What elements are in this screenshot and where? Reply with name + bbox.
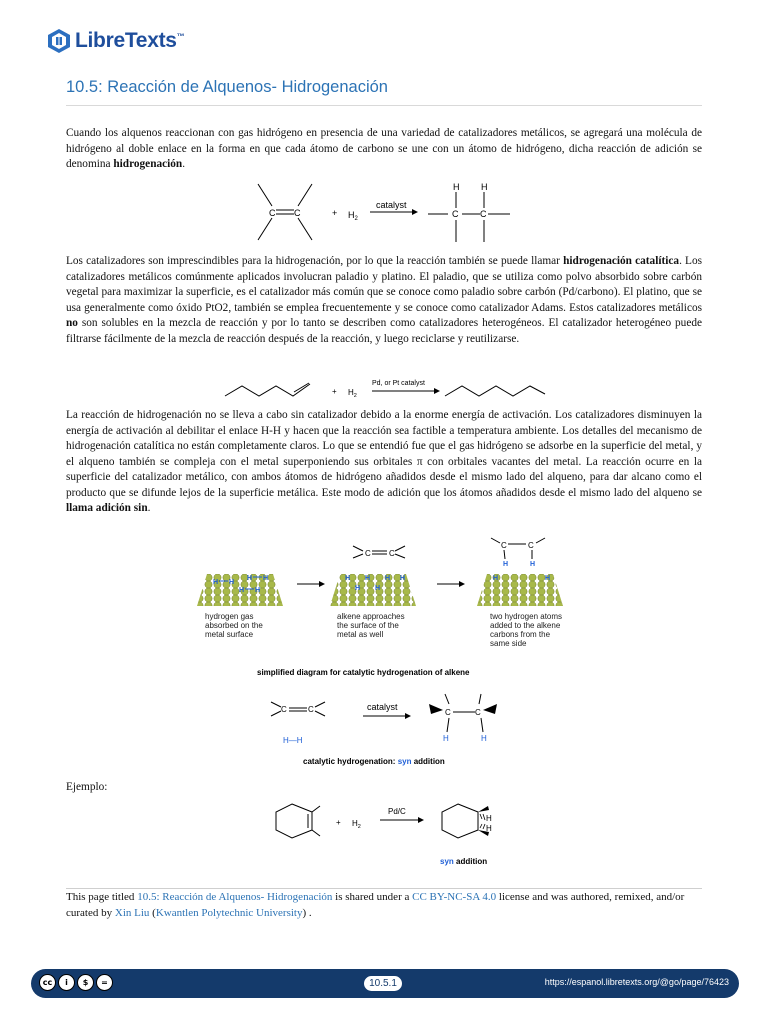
svg-text:H: H bbox=[453, 182, 460, 192]
svg-text:H—H: H—H bbox=[283, 736, 303, 745]
svg-text:H2: $H_2$ bbox=[348, 388, 357, 399]
cyclohexene-example-figure bbox=[270, 798, 510, 874]
logo-text: LibreTexts™ bbox=[75, 29, 185, 52]
svg-text:Pd/C: Pd/C bbox=[388, 807, 406, 816]
svg-text:H: H bbox=[400, 575, 406, 582]
paragraph-catalysts: Los catalizadores son imprescindibles para la hidrogenación, por lo que la reacción también se puede llamar hidrogenación catalítica. Los catalizadores metálicos comúnmente aplicados involucran paladio y platino. El paladio, que se utiliza como polvo absorbido sobre carbón vegetal para maximizar la superficie, es el catalizador más común que se conoce como paladio sobre carbón (Pd/carbono). El platino, que se usa generalmente como óxido PtO2, también se emplea frecuentemente y se conoce como catalizador Adams. Estos catalizadores metálicos no son solubles en la mezcla de reacción y por lo tanto se describen como catalizadores heterogéneos. El catalizador heterogéneo puede filtrarse fácilmente de la mezcla de reacción después de la reacción, y luego reciclarse y reutilizarse. bbox=[66, 255, 703, 345]
example-label: Ejemplo: bbox=[66, 781, 108, 793]
page-title-link[interactable]: 10.5: Reacción de Alquenos- Hidrogenación bbox=[137, 891, 333, 903]
svg-text:same side: same side bbox=[490, 639, 527, 648]
svg-text:H: H bbox=[247, 575, 253, 582]
syn-addition-figure bbox=[265, 690, 505, 770]
svg-text:H: H bbox=[486, 814, 492, 823]
license-attribution: This page titled 10.5: Reacción de Alquenos- Hidrogenación is shared under a CC BY-NC-SA 4.0 license and was authored, remixed, and/or curated by Xin Liu (Kwantlen Polytechnic University) . bbox=[66, 888, 702, 921]
svg-text:C: C bbox=[365, 549, 371, 558]
svg-text:H: H bbox=[355, 585, 361, 592]
svg-text:C: C bbox=[281, 705, 287, 714]
svg-text:added to the alkene: added to the alkene bbox=[490, 621, 561, 630]
svg-text:H: H bbox=[481, 182, 488, 192]
organization-link[interactable]: Kwantlen Polytechnic University bbox=[155, 907, 303, 919]
svg-text:H: H bbox=[229, 579, 235, 586]
page-number: 10.5.1 bbox=[364, 976, 402, 991]
svg-text:C: C bbox=[269, 208, 276, 218]
attribution-icon: i bbox=[58, 974, 75, 991]
svg-text:two hydrogen atoms: two hydrogen atoms bbox=[490, 612, 563, 621]
svg-text:H: H bbox=[486, 824, 492, 833]
svg-text:H: H bbox=[530, 561, 536, 568]
svg-text:carbons from the: carbons from the bbox=[490, 630, 551, 639]
license-link[interactable]: CC BY-NC-SA 4.0 bbox=[412, 891, 497, 903]
svg-text:H2: $H_2$ bbox=[352, 819, 361, 830]
hydrogenation-reaction-figure bbox=[250, 180, 520, 246]
svg-text:H: H bbox=[255, 587, 261, 594]
sharealike-icon: = bbox=[96, 974, 113, 991]
svg-text:H2: $H_2$ bbox=[348, 210, 358, 222]
svg-text:C: C bbox=[294, 208, 301, 218]
svg-text:C: C bbox=[308, 705, 314, 714]
author-link[interactable]: Xin Liu bbox=[114, 907, 150, 919]
svg-text:catalyst: catalyst bbox=[367, 702, 398, 712]
libretexts-logo-icon bbox=[46, 28, 72, 54]
svg-text:H: H bbox=[493, 575, 499, 582]
svg-text:+: + bbox=[332, 208, 338, 218]
svg-text:metal surface: metal surface bbox=[205, 630, 254, 639]
cc-license-badges[interactable] bbox=[39, 974, 113, 991]
svg-text:catalytic hydrogenation: syn a: catalytic hydrogenation: syn addition bbox=[303, 757, 445, 766]
svg-text:H: H bbox=[443, 734, 449, 743]
libretexts-logo[interactable] bbox=[46, 28, 184, 54]
catalytic-surface-diagram bbox=[195, 532, 585, 682]
svg-text:H: H bbox=[481, 734, 487, 743]
svg-text:H: H bbox=[385, 575, 391, 582]
svg-text:C: C bbox=[445, 708, 451, 717]
svg-text:Pd, or Pt catalyst: Pd, or Pt catalyst bbox=[372, 380, 425, 387]
hexene-hydrogenation-figure bbox=[220, 374, 555, 404]
svg-text:catalyst: catalyst bbox=[376, 200, 407, 210]
svg-text:C: C bbox=[452, 209, 459, 219]
svg-text:alkene approaches: alkene approaches bbox=[337, 612, 405, 621]
svg-text:H: H bbox=[345, 575, 351, 582]
paragraph-mechanism: La reacción de hidrogenación no se lleva a cabo sin catalizador debido a la enorme energía de activación. Los catalizadores disminuyen la energía de activación al debilitar el enlace H-H y hacen que la reacción sea factible a temperatura ambiente. Los detalles del mecanismo de hidrogenación catalítica no están completamente claros. Lo que se entendió fue que el gas hidrógeno se adsorbe en la superficie del metal, y el alqueno también se compleja con el metal superponiendo sus orbitales π con orbitales vacantes del metal. La reacción ocurre en la superficie del catalizador metálico, con ambos átomos de hidrógeno añadidos desde el mismo lado del alqueno, para dar alcano como el producto que se difunde lejos de la superficie metálica. Este modo de adición que los átomos añadidos desde el mismo lado del alqueno se llama adición sin. bbox=[66, 409, 702, 514]
paragraph-intro: Cuando los alquenos reaccionan con gas hidrógeno en presencia de una variedad de catalizadores metálicos, se agregará una molécula de hidrógeno al doble enlace en la forma en que cada átomo de carbono se une con un átomo de hidrógeno, dicha reacción de adición se denomina hidrogenación. bbox=[66, 127, 702, 170]
svg-text:H: H bbox=[375, 585, 381, 592]
svg-text:C: C bbox=[389, 549, 395, 558]
svg-text:H: H bbox=[503, 561, 509, 568]
svg-text:absorbed on the: absorbed on the bbox=[205, 621, 263, 630]
page-footer bbox=[31, 969, 739, 998]
svg-text:H: H bbox=[545, 575, 551, 582]
page-url[interactable]: https://espanol.libretexts.org/@go/page/76423 bbox=[544, 977, 729, 987]
svg-text:hydrogen gas: hydrogen gas bbox=[205, 612, 254, 621]
svg-text:+: + bbox=[336, 818, 341, 827]
svg-text:H: H bbox=[239, 587, 245, 594]
svg-text:C: C bbox=[475, 708, 481, 717]
svg-text:+: + bbox=[332, 387, 337, 396]
svg-text:syn addition: syn addition bbox=[440, 857, 488, 866]
svg-text:simplified diagram for catalyt: simplified diagram for catalytic hydrogenation of alkene bbox=[257, 668, 470, 677]
svg-text:C: C bbox=[501, 541, 507, 550]
noncommercial-icon: $ bbox=[77, 974, 94, 991]
svg-text:the surface of the: the surface of the bbox=[337, 621, 399, 630]
svg-text:C: C bbox=[528, 541, 534, 550]
svg-text:H: H bbox=[213, 579, 219, 586]
svg-text:metal as well: metal as well bbox=[337, 630, 384, 639]
svg-text:H: H bbox=[365, 575, 371, 582]
page-title: 10.5: Reacción de Alquenos- Hidrogenación bbox=[66, 78, 702, 106]
cc-icon: cc bbox=[39, 974, 56, 991]
svg-text:C: C bbox=[480, 209, 487, 219]
svg-text:H: H bbox=[263, 575, 269, 582]
